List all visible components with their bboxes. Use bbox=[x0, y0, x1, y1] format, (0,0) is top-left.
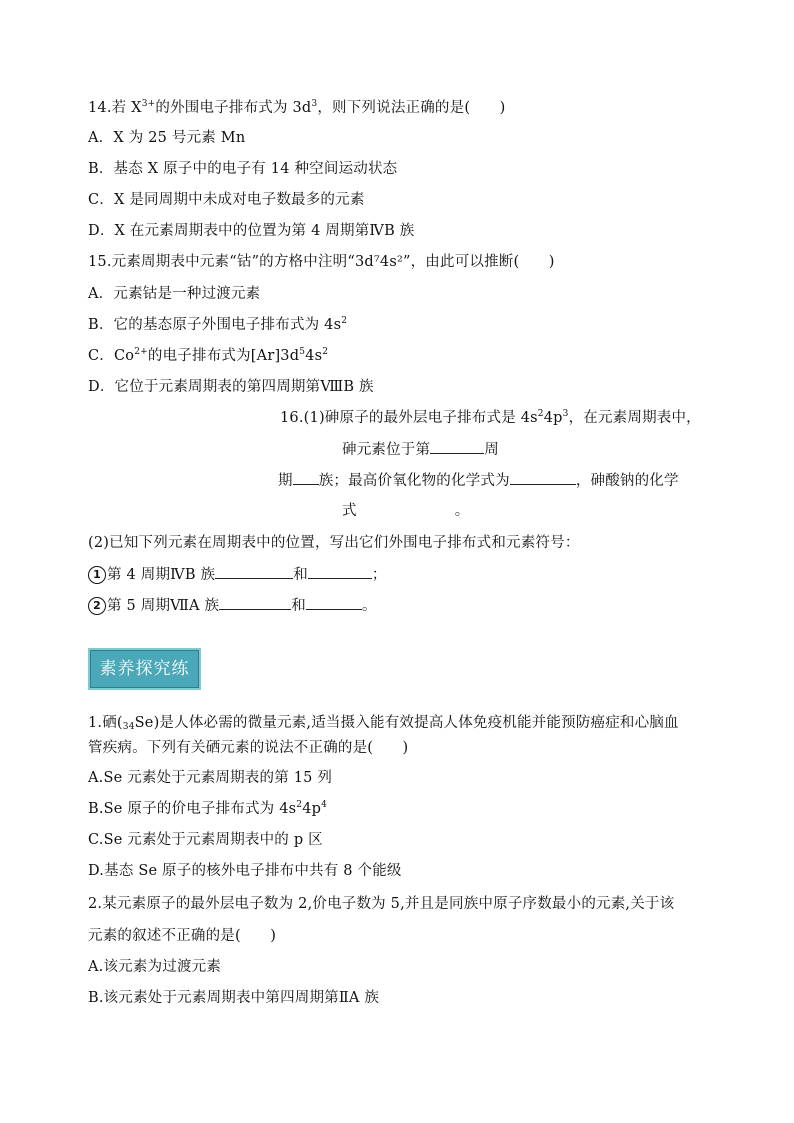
q16-item1-text3: ； bbox=[371, 567, 387, 583]
p2-stem-line2: 元素的叙述不正确的是( ) bbox=[88, 928, 277, 944]
q16-line1-sup2: 3 bbox=[562, 409, 569, 419]
q16-item1-text2: 和 bbox=[293, 567, 308, 583]
answer-blank-config-1[interactable] bbox=[215, 564, 293, 579]
answer-blank-oxide[interactable] bbox=[510, 470, 576, 485]
q15-option-b-text: B．它的基态原子外围电子排布式为 4s bbox=[88, 317, 342, 333]
p1-stem-line1 bbox=[88, 713, 679, 733]
q16-line1-text: 16.(1)砷原子的最外层电子排布式是 4s bbox=[280, 410, 538, 426]
circled-number-2: 2 bbox=[88, 597, 106, 615]
q14-option-d: D．X 在元素周期表中的位置为第 4 周期第ⅣB 族 bbox=[88, 223, 415, 239]
p1-option-d: D.基态 Se 原子的核外电子排布中共有 8 个能级 bbox=[88, 863, 402, 879]
answer-blank-symbol-2[interactable] bbox=[306, 595, 362, 610]
p1-option-a: A.Se 元素处于元素周期表的第 15 列 bbox=[88, 770, 333, 786]
q14-option-a: A．X 为 25 号元素 Mn bbox=[88, 130, 246, 146]
p1-stem-text: 1.硒( bbox=[88, 715, 123, 731]
q15-option-a: A．元素钴是一种过渡元素 bbox=[88, 286, 261, 302]
p2-option-b: B.该元素处于元素周期表中第四周期第ⅡA 族 bbox=[88, 990, 380, 1006]
q14-stem-text3: ，则下列说法正确的是( ) bbox=[317, 100, 506, 116]
q16-item2-text2: 和 bbox=[291, 598, 306, 614]
q16-line1 bbox=[280, 408, 701, 428]
p1-option-b bbox=[88, 799, 327, 819]
q15-option-c-text2: 的电子排布式为[Ar]3d bbox=[147, 348, 300, 364]
q16-item2-text3: 。 bbox=[361, 598, 377, 614]
q14-stem-sup: 3+ bbox=[141, 99, 156, 109]
q16-item2 bbox=[88, 595, 377, 616]
p2-option-a: A.该元素为过渡元素 bbox=[88, 959, 222, 975]
answer-blank-config-2[interactable] bbox=[219, 595, 291, 610]
q16-line1-sup: 2 bbox=[537, 409, 544, 419]
circled-number-1: 1 bbox=[88, 566, 106, 584]
q15-option-c-text: C．Co bbox=[88, 348, 135, 364]
q15-option-c-text3: 4s bbox=[305, 348, 323, 364]
q15-option-c-sup: 2+ bbox=[134, 347, 148, 357]
q16-line3-text2: 族；最高价氧化物的化学式为 bbox=[318, 473, 510, 489]
answer-blank-symbol-1[interactable] bbox=[308, 564, 372, 579]
q15-option-d: D．它位于元素周期表的第四周期第ⅧB 族 bbox=[88, 379, 374, 395]
q16-line3-text3: ，砷酸钠的化学 bbox=[575, 473, 679, 489]
p1-option-b-sup2: 4 bbox=[321, 800, 328, 810]
q14-stem-sup2: 3 bbox=[311, 99, 318, 109]
q16-line3-text: 期 bbox=[278, 473, 293, 489]
section-banner bbox=[88, 648, 201, 690]
answer-blank-group[interactable] bbox=[293, 470, 319, 485]
answer-blank-period[interactable] bbox=[430, 439, 484, 454]
p1-option-b-text2: 4p bbox=[302, 801, 322, 817]
q15-option-b bbox=[88, 315, 347, 335]
q14-option-b: B．基态 X 原子中的电子有 14 种空间运动状态 bbox=[88, 161, 398, 177]
q15-option-b-sup: 2 bbox=[341, 316, 348, 326]
q16-line2-text2: 周 bbox=[484, 442, 499, 458]
q14-stem-text2: 的外围电子排布式为 3d bbox=[155, 100, 312, 116]
p1-stem-text2: Se)是人体必需的微量元素,适当摄入能有效提高人体免疫机能并能预防癌症和心脑血 bbox=[134, 715, 679, 731]
q15-option-c bbox=[88, 346, 328, 366]
q14-stem-text: 14.若 X bbox=[88, 100, 142, 116]
q16-part2: (2)已知下列元素在周期表中的位置，写出它们外围电子排布式和元素符号： bbox=[88, 535, 580, 551]
q16-item2-text: 第 5 周期ⅦA 族 bbox=[107, 598, 220, 614]
q16-line4-text: 式 bbox=[342, 503, 357, 519]
p2-stem-line1: 2.某元素原子的最外层电子数为 2,价电子数为 5,并且是同族中原子序数最小的元素,关于该 bbox=[88, 896, 675, 912]
q15-option-c-sup2: 5 bbox=[299, 347, 306, 357]
q16-line1-text2: 4p bbox=[543, 410, 563, 426]
p1-stem-line2: 管疾病。下列有关硒元素的说法不正确的是( ) bbox=[88, 740, 409, 756]
p1-option-b-text: B.Se 原子的价电子排布式为 4s bbox=[88, 801, 297, 817]
p1-option-c: C.Se 元素处于元素周期表中的 p 区 bbox=[88, 832, 323, 848]
q15-option-c-sup3: 2 bbox=[322, 347, 329, 357]
q16-line4 bbox=[342, 501, 469, 521]
q14-stem bbox=[88, 98, 505, 118]
q16-item1 bbox=[88, 564, 387, 585]
section-title: 素养探究练 bbox=[99, 659, 190, 679]
p1-option-b-sup: 2 bbox=[296, 800, 303, 810]
q14-option-c: C．X 是同周期中未成对电子数最多的元素 bbox=[88, 192, 365, 208]
p1-stem-sub: 34 bbox=[122, 722, 135, 732]
q16-line2 bbox=[342, 439, 499, 460]
q16-line3 bbox=[278, 470, 679, 491]
q16-line1-text3: ，在元素周期表中， bbox=[568, 410, 701, 426]
q16-line4-text2: 。 bbox=[454, 503, 470, 519]
q15-stem: 15.元素周期表中元素“钴”的方格中注明“3d⁷4s²”，由此可以推断( ) bbox=[88, 254, 555, 270]
q16-line2-text: 砷元素位于第 bbox=[342, 442, 431, 458]
q16-item1-text: 第 4 周期ⅣB 族 bbox=[107, 567, 216, 583]
